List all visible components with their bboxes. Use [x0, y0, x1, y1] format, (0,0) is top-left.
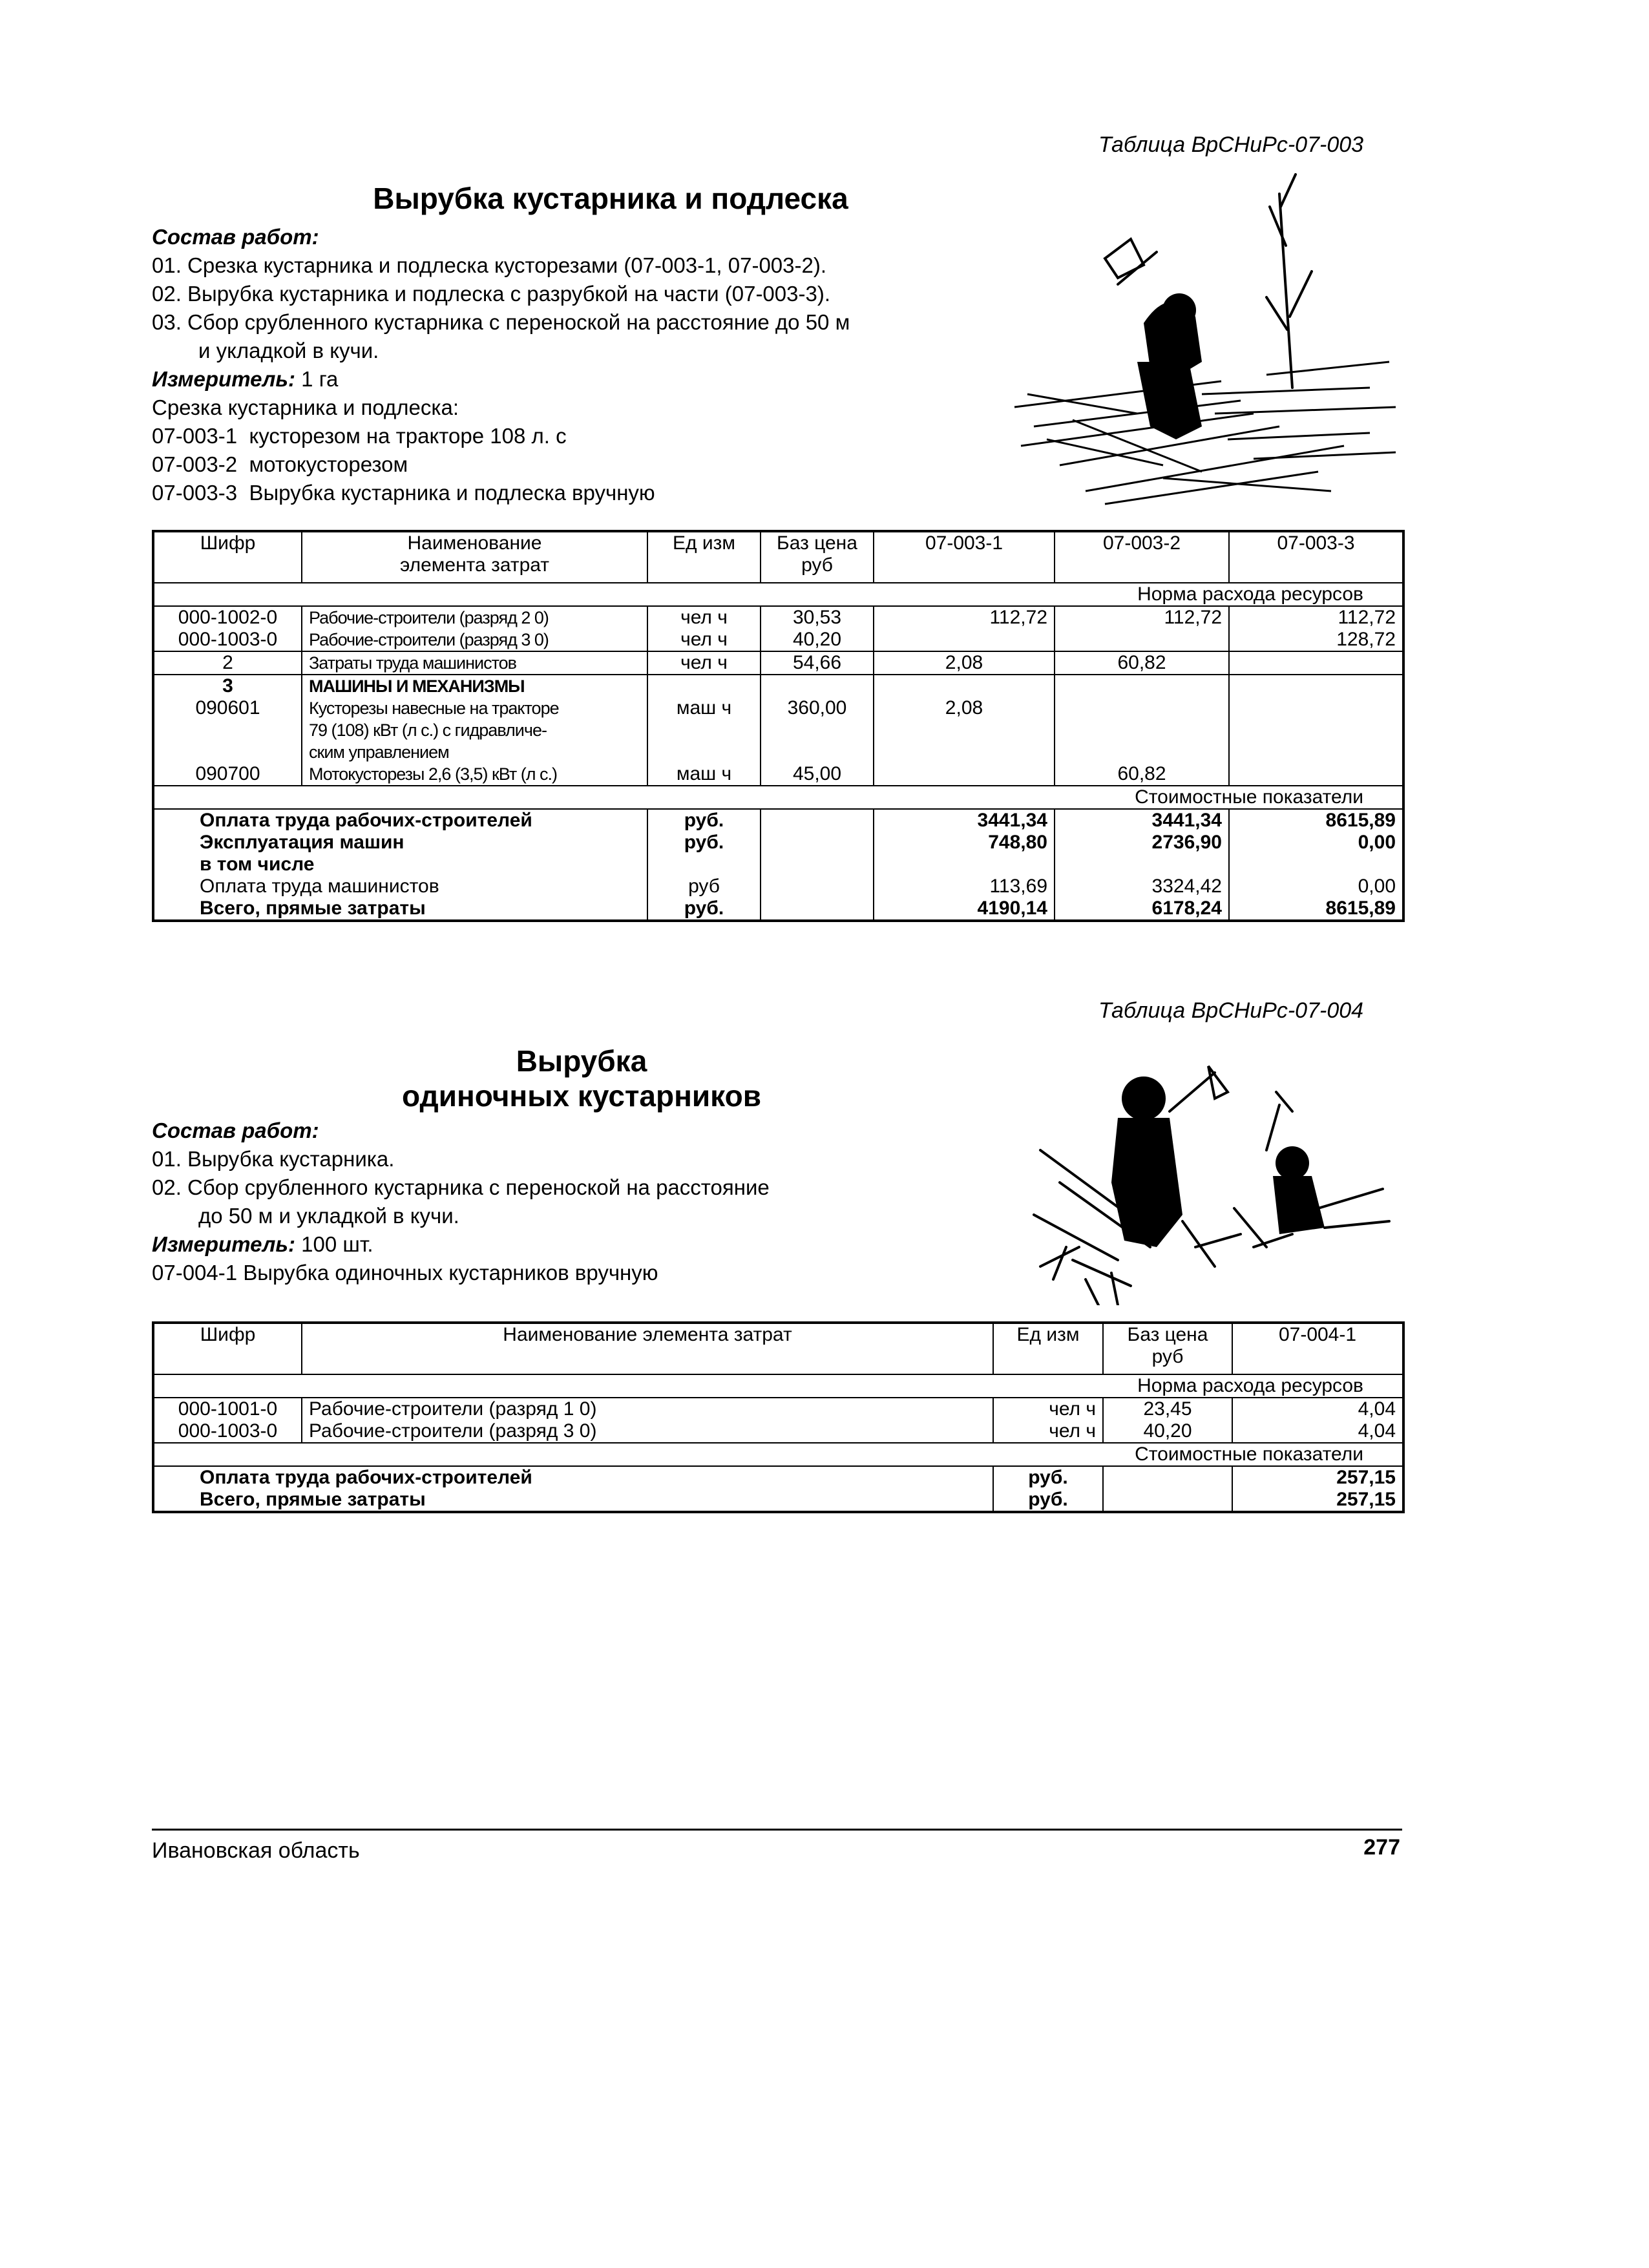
footer-rule: [152, 1829, 1402, 1831]
table-row: 000-1001-0 Рабочие-строители (разряд 1 0) чел ч 23,45 4,04: [153, 1398, 1403, 1420]
section-title-07-004: Вырубка одиночных кустарников: [402, 1044, 761, 1113]
norm-label: Норма расхода ресурсов: [153, 583, 1403, 606]
cost-row: Оплата труда машинистов руб 113,69 3324,42 0,00: [153, 876, 1403, 898]
table-header-row: [153, 531, 1403, 583]
table-row: 000-1003-0 Рабочие-строители (разряд 3 0) чел ч 40,20 4,04: [153, 1420, 1403, 1443]
cost-row: Эксплуатация машин руб. 748,80 2736,90 0,00: [153, 832, 1403, 854]
machines-heading: МАШИНЫ И МЕХАНИЗМЫ: [309, 677, 525, 696]
work-item: 01. Срезка кустарника и подлеска кусторезами (07-003-1, 07-003-2).: [152, 253, 827, 277]
work-item: и укладкой в кучи.: [198, 339, 379, 362]
header-code: Шифр: [153, 1323, 302, 1374]
table-row-machines: 3 090601 МАШИНЫ И МЕХАНИЗМЫ Кусторезы навесные на тракторе 79 (108) кВт (л с.) с гидравличе- ским управлением маш ч 360,00 2,08: [153, 675, 1403, 763]
header-code: Шифр: [153, 531, 302, 583]
work-item: 01. Вырубка кустарника.: [152, 1147, 395, 1171]
section-title-07-003: Вырубка кустарника и подлеска: [373, 182, 848, 215]
cost-section-row: [153, 1443, 1403, 1466]
header-07-003-1: 07-003-1: [874, 531, 1055, 583]
header-name: Наименование элемента затрат: [302, 1323, 993, 1374]
work-item: до 50 м и укладкой в кучи.: [198, 1204, 459, 1228]
header-07-003-3: 07-003-3: [1229, 531, 1403, 583]
header-unit: Ед изм: [647, 531, 761, 583]
cost-section-row: [153, 786, 1403, 809]
cost-label: Стоимостные показатели: [153, 786, 1403, 809]
variant-row: 07-003-3 Вырубка кустарника и подлеска вручную: [152, 481, 655, 505]
table-row: 090700 Мотокусторезы 2,6 (3,5) кВт (л с.) маш ч 45,00 60,82: [153, 763, 1403, 786]
cost-row: Оплата труда рабочих-строителей руб. 257,15: [153, 1466, 1403, 1489]
header-price: Баз цена руб: [761, 531, 874, 583]
header-price: Баз цена руб: [1103, 1323, 1232, 1374]
norm-section-row: [153, 1374, 1403, 1398]
brush-cutting-illustration: [1008, 168, 1409, 530]
table-row: 2 Затраты труда машинистов чел ч 54,66 2,08 60,82: [153, 651, 1403, 675]
header-07-004-1: 07-004-1: [1232, 1323, 1403, 1374]
workers-chopping-illustration: [1021, 1053, 1396, 1305]
table-caption-07-003: Таблица ВрСНиРс-07-003: [1098, 132, 1364, 157]
meter-value: 100 шт.: [301, 1232, 373, 1256]
work-item: 03. Сбор срубленного кустарника с переноской на расстояние до 50 м: [152, 310, 850, 334]
footer-region: Ивановская область: [152, 1838, 360, 1863]
header-07-003-2: 07-003-2: [1055, 531, 1229, 583]
norm-section-row: [153, 583, 1403, 606]
header-name: Наименование элемента затрат: [302, 531, 647, 583]
variant-row: 07-004-1 Вырубка одиночных кустарников вручную: [152, 1261, 658, 1285]
resource-table-07-004: [152, 1321, 1405, 1513]
variants-heading: Срезка кустарника и подлеска:: [152, 395, 459, 419]
meter-label: Измеритель:: [152, 367, 295, 391]
meter-value: 1 га: [301, 367, 339, 391]
work-composition-07-003: [152, 223, 850, 507]
table-row: 000-1002-0 Рабочие-строители (разряд 2 0) чел ч 30,53 112,72 112,72 112,72: [153, 606, 1403, 629]
cost-row: в том числе: [153, 854, 1403, 876]
header-unit: Ед изм: [993, 1323, 1103, 1374]
work-item: 02. Вырубка кустарника и подлеска с разрубкой на части (07-003-3).: [152, 282, 830, 306]
cost-label: Стоимостные показатели: [153, 1443, 1403, 1466]
table-row: 000-1003-0 Рабочие-строители (разряд 3 0) чел ч 40,20 128,72: [153, 629, 1403, 651]
work-label: Состав работ:: [152, 225, 319, 249]
work-item: 02. Сбор срубленного кустарника с переноской на расстояние: [152, 1175, 770, 1199]
variant-row: 07-003-1 кусторезом на тракторе 108 л. с: [152, 424, 567, 448]
work-label: Состав работ:: [152, 1118, 319, 1142]
table-caption-07-004: Таблица ВрСНиРс-07-004: [1098, 998, 1364, 1023]
meter-label: Измеритель:: [152, 1232, 295, 1256]
work-composition-07-004: [152, 1117, 770, 1287]
page-number: 277: [1363, 1835, 1400, 1860]
cost-row-total: Всего, прямые затраты руб. 257,15: [153, 1489, 1403, 1512]
table-header-row: [153, 1323, 1403, 1374]
norm-label: Норма расхода ресурсов: [153, 1374, 1403, 1398]
cost-row-total: Всего, прямые затраты руб. 4190,14 6178,24 8615,89: [153, 898, 1403, 921]
variant-row: 07-003-2 мотокусторезом: [152, 452, 408, 476]
resource-table-07-003: [152, 530, 1405, 922]
cost-row: Оплата труда рабочих-строителей руб. 3441,34 3441,34 8615,89: [153, 809, 1403, 832]
